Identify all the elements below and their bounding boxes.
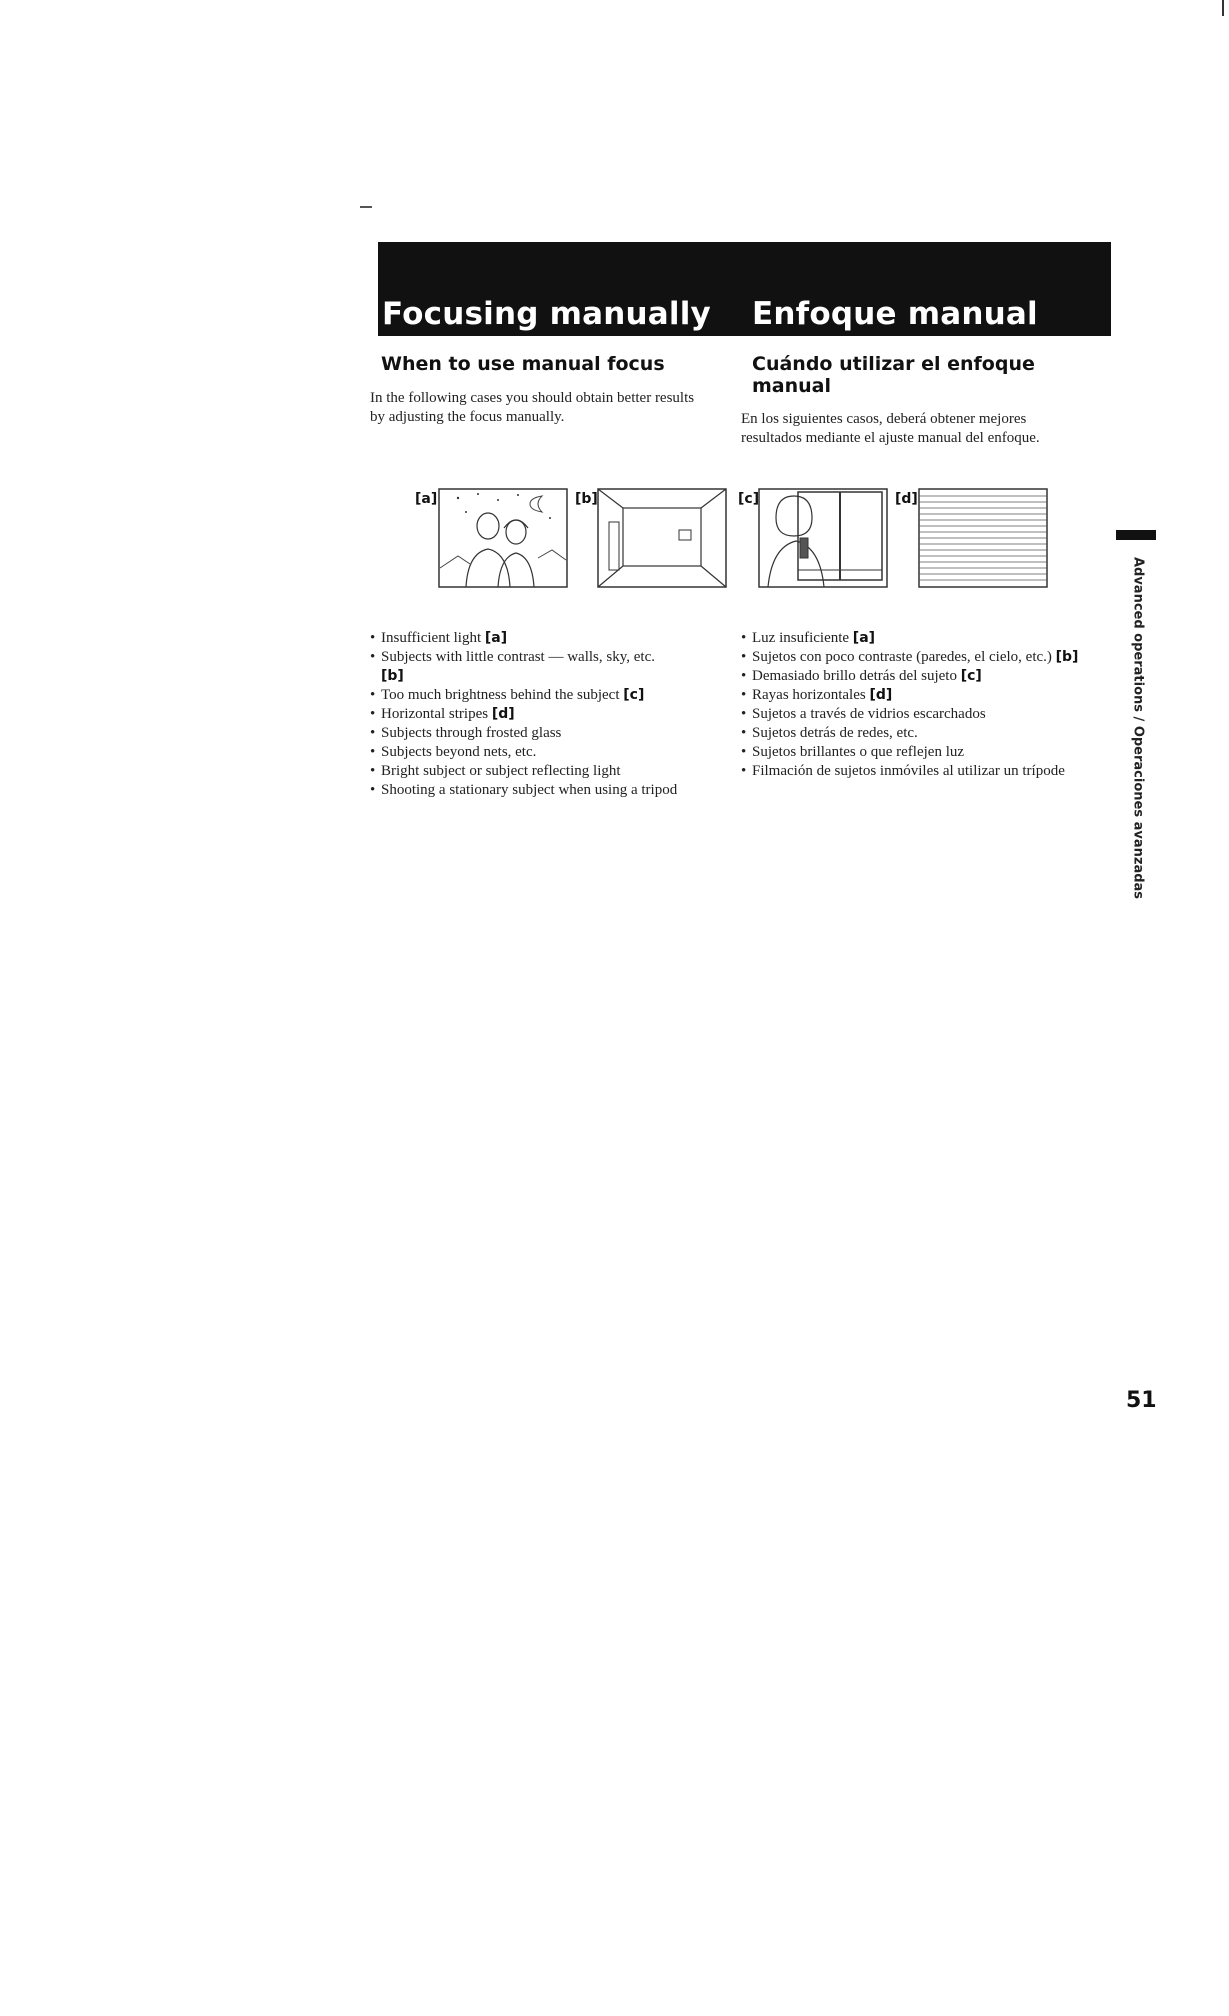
- list-item: • Insufficient light [a]: [370, 629, 710, 648]
- section-tab-mark: [1116, 530, 1156, 540]
- list-item: • Filmación de sujetos inmóviles al utilizar un trípode: [741, 762, 1091, 781]
- illustration-label-a: [a]: [415, 491, 438, 507]
- title-spanish: Enfoque manual: [752, 296, 1038, 332]
- title-english: Focusing manually: [382, 296, 711, 332]
- list-item: • Subjects beyond nets, etc.: [370, 743, 710, 762]
- intro-english: In the following cases you should obtain better results by adjusting the focus manually.: [370, 390, 695, 425]
- list-item: • Sujetos detrás de redes, etc.: [741, 724, 1091, 743]
- illustration-label-c: [c]: [738, 491, 760, 507]
- sidebar-section-text: Advanced operations / Operaciones avanzadas: [1130, 556, 1146, 900]
- edge-mark: [1222, 0, 1224, 16]
- sidebar-section-label: [1120, 556, 1156, 900]
- margin-dash: [360, 206, 372, 208]
- list-item: • Sujetos con poco contraste (paredes, el cielo, etc.) [b]: [741, 648, 1091, 667]
- bullets-english: [370, 629, 710, 800]
- list-item: • Shooting a stationary subject when using a tripod: [370, 781, 710, 800]
- heading-english: When to use manual focus: [381, 353, 665, 375]
- illustration-backlit-subject: [758, 488, 888, 588]
- list-item: • Subjects with little contrast — walls, sky, etc. [b]: [370, 648, 710, 686]
- list-item: • Demasiado brillo detrás del sujeto [c]: [741, 667, 1091, 686]
- illustration-label-b: [b]: [575, 491, 598, 507]
- illustration-label-d: [d]: [895, 491, 918, 507]
- list-item: • Sujetos a través de vidrios escarchados: [741, 705, 1091, 724]
- illustration-horizontal-stripes: [918, 488, 1048, 588]
- bullets-spanish: [741, 629, 1091, 781]
- illustration-insufficient-light: [438, 488, 568, 588]
- list-item: • Rayas horizontales [d]: [741, 686, 1091, 705]
- list-item: • Too much brightness behind the subject [c]: [370, 686, 710, 705]
- list-item: • Horizontal stripes [d]: [370, 705, 710, 724]
- header-band: [378, 242, 1111, 336]
- intro-spanish: En los siguientes casos, deberá obtener mejores resultados mediante el ajuste manual del enfoque.: [741, 411, 1040, 446]
- list-item: • Sujetos brillantes o que reflejen luz: [741, 743, 1091, 762]
- illustration-low-contrast: [597, 488, 727, 588]
- list-item: • Bright subject or subject reflecting light: [370, 762, 710, 781]
- page-number: 51: [1126, 1388, 1157, 1413]
- heading-spanish: Cuándo utilizar el enfoque manual: [752, 353, 1035, 397]
- list-item: • Luz insuficiente [a]: [741, 629, 1091, 648]
- list-item: • Subjects through frosted glass: [370, 724, 710, 743]
